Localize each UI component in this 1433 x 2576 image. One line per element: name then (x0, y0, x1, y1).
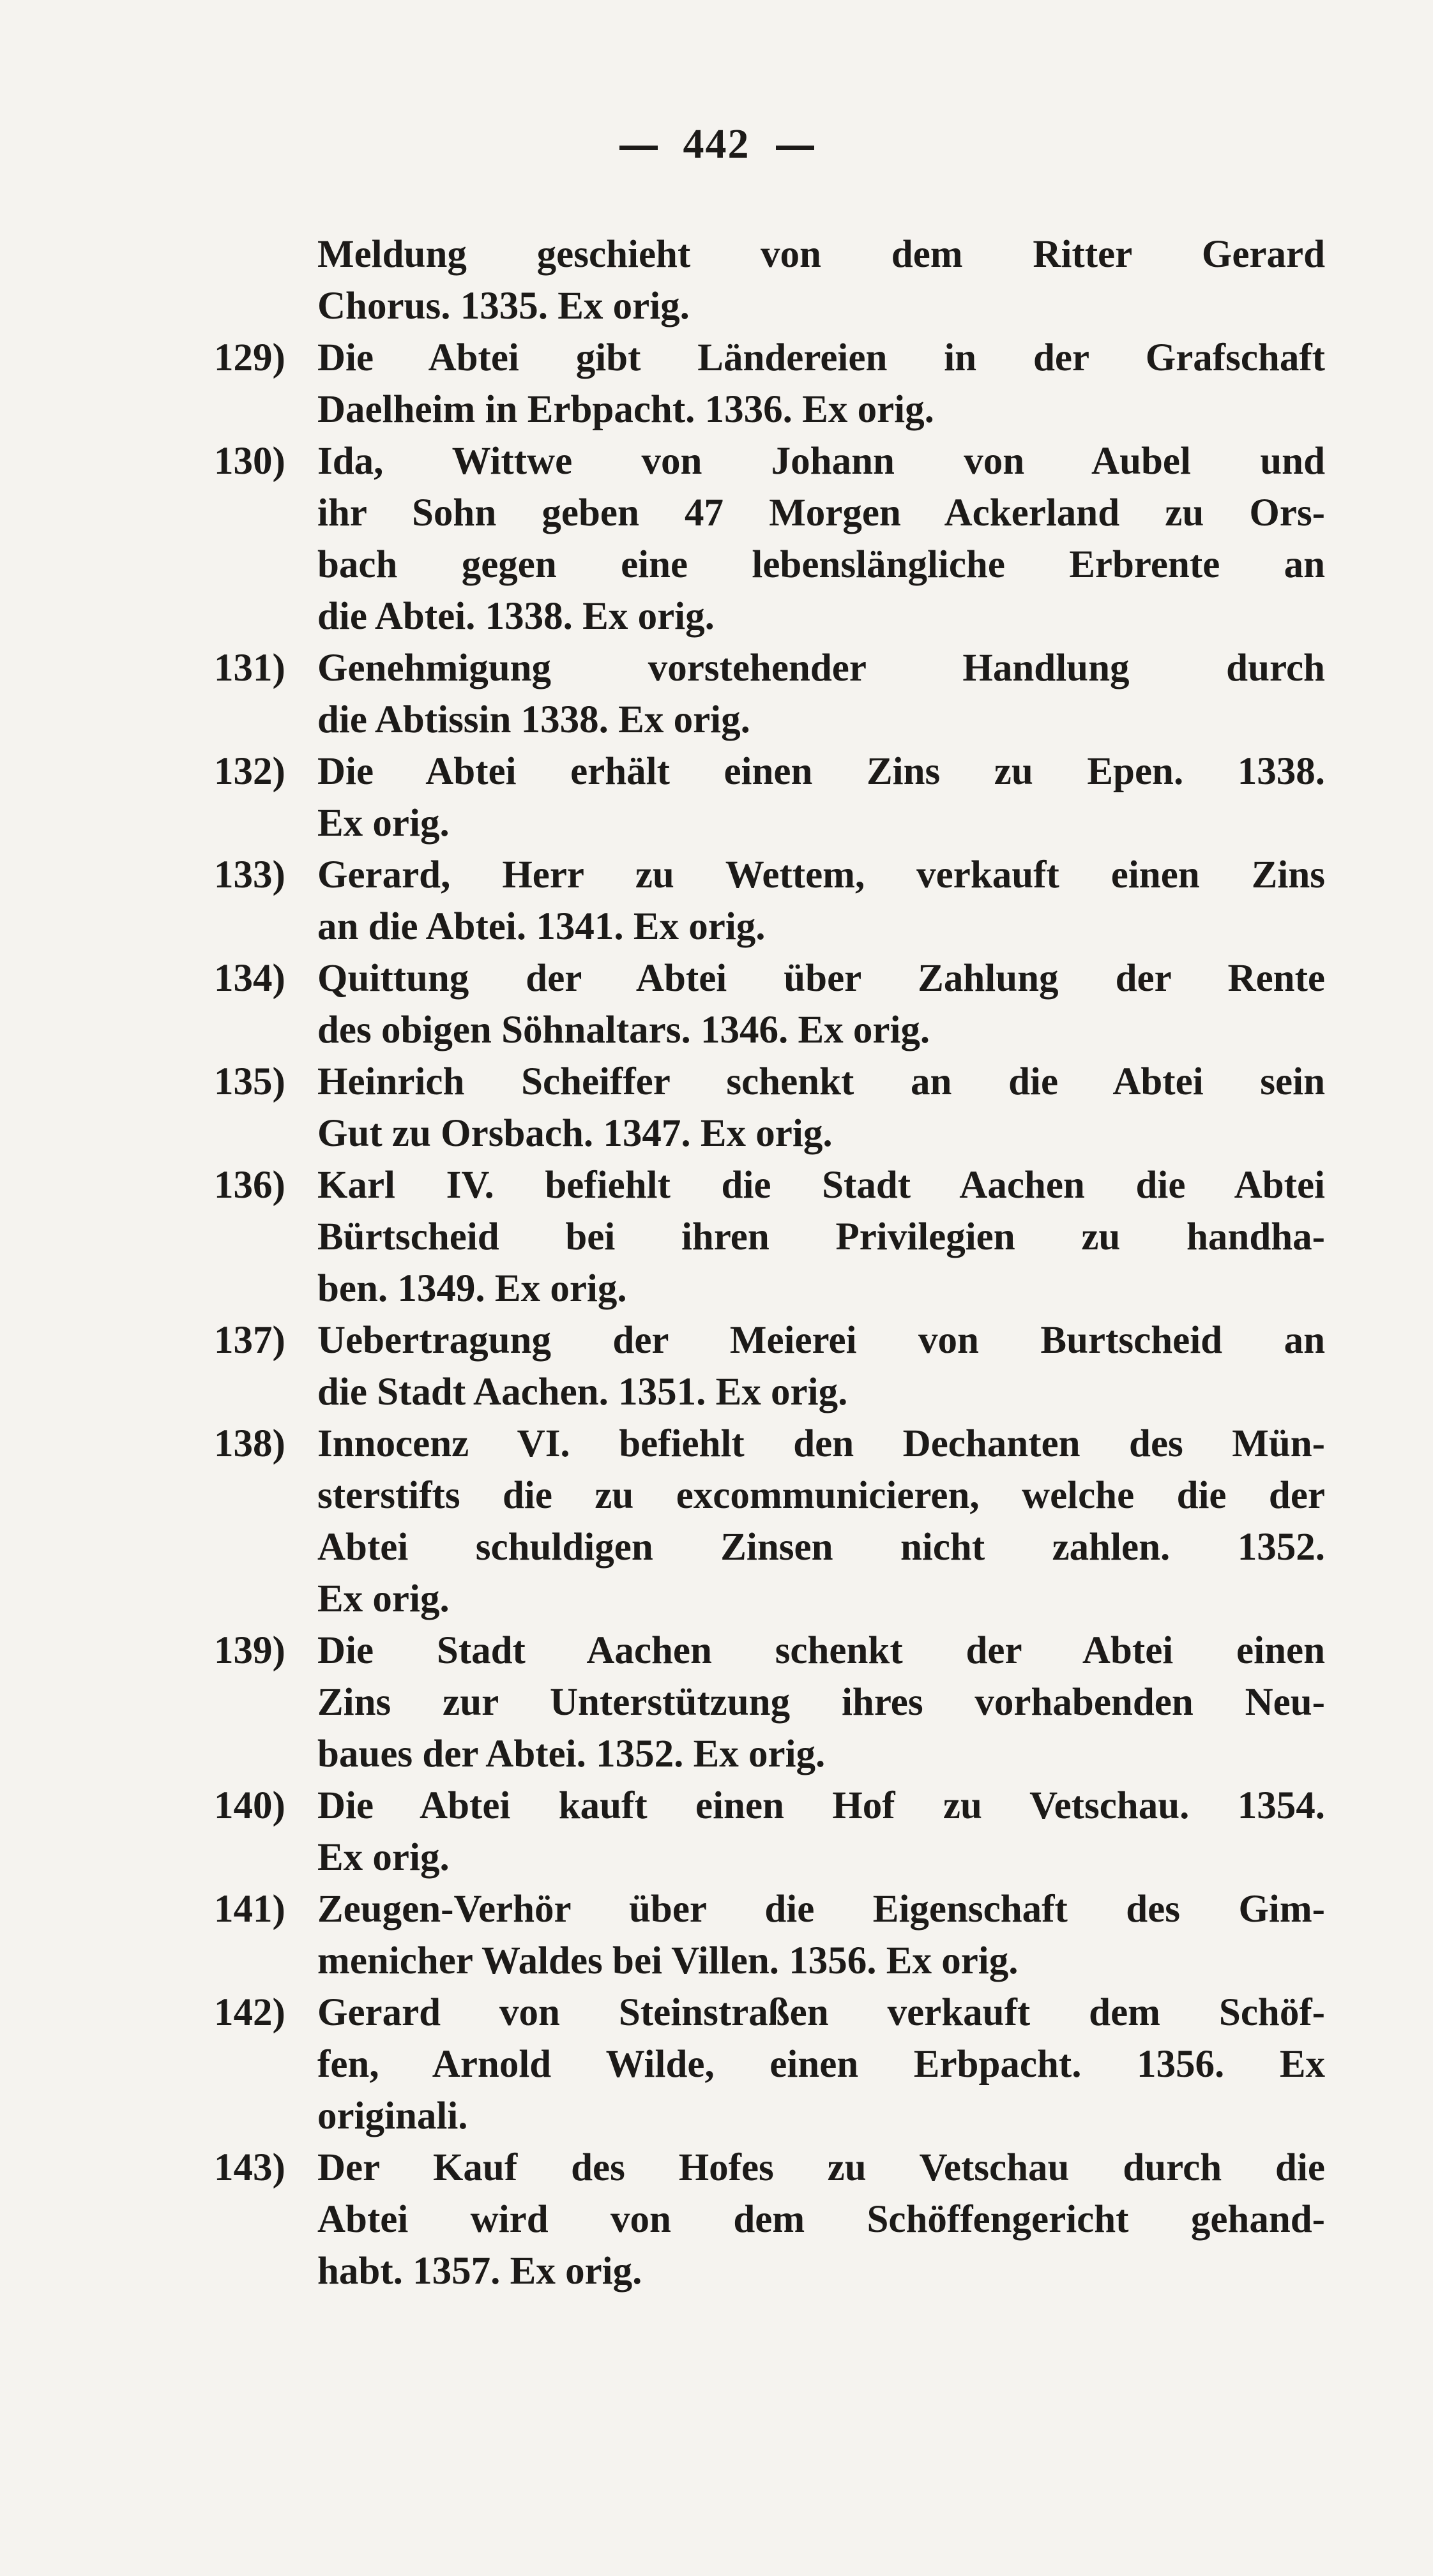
entry-text: Meldung geschieht von dem Ritter Gerard (317, 233, 1325, 276)
register-entry (214, 229, 1325, 332)
text-line (214, 953, 1325, 1004)
entry-text: Karl IV. befiehlt die Stadt Aachen die Abtei (317, 1164, 1325, 1207)
text-line (214, 1366, 1325, 1418)
entry-number: 131) (214, 647, 285, 689)
text-line (214, 849, 1325, 901)
text-line (214, 487, 1325, 539)
text-line (214, 332, 1325, 384)
text-line (214, 1625, 1325, 1676)
entry-text: Chorus. 1335. Ex orig. (317, 285, 690, 328)
entry-text: Die Abtei gibt Ländereien in der Grafschaft (317, 336, 1325, 379)
entry-text: baues der Abtei. 1352. Ex orig. (317, 1733, 826, 1775)
entry-text: Gut zu Orsbach. 1347. Ex orig. (317, 1112, 833, 1155)
entry-text: die Stadt Aachen. 1351. Ex orig. (317, 1371, 848, 1413)
entry-number: 139) (214, 1629, 285, 1672)
text-line (214, 1780, 1325, 1832)
entry-text: Die Abtei kauft einen Hof zu Vetschau. 1354. (317, 1784, 1325, 1827)
entry-text: Innocenz VI. befiehlt den Dechanten des Mün- (317, 1422, 1325, 1465)
register-entry (214, 1780, 1325, 1883)
entry-number: 137) (214, 1319, 285, 1362)
register-entry (214, 1418, 1325, 1625)
text-line (214, 2142, 1325, 2194)
entry-number: 134) (214, 957, 285, 1000)
entry-text: Die Abtei erhält einen Zins zu Epen. 1338. (317, 750, 1325, 793)
entry-number: 130) (214, 440, 285, 483)
text-line (214, 642, 1325, 694)
entry-text: Abtei schuldigen Zinsen nicht zahlen. 1352. (317, 1526, 1325, 1569)
entry-number: 135) (214, 1060, 285, 1103)
header-dash-right (776, 146, 814, 150)
register-entry (214, 332, 1325, 435)
text-line (214, 1728, 1325, 1780)
text-line (214, 694, 1325, 746)
register-entries (214, 229, 1325, 2297)
text-line (214, 901, 1325, 953)
entry-text: menicher Waldes bei Villen. 1356. Ex orig. (317, 1940, 1019, 1982)
entry-text: habt. 1357. Ex orig. (317, 2250, 642, 2293)
entry-text: Ex orig. (317, 802, 450, 845)
entry-text: Bürtscheid bei ihren Privilegien zu handha- (317, 1216, 1325, 1258)
text-line (214, 1676, 1325, 1728)
text-line (214, 1211, 1325, 1263)
entry-text: des obigen Söhnaltars. 1346. Ex orig. (317, 1009, 930, 1051)
entry-text: ben. 1349. Ex orig. (317, 1267, 627, 1310)
text-line (214, 539, 1325, 591)
entry-text: Zeugen-Verhör über die Eigenschaft des Gim- (317, 1888, 1325, 1931)
text-line (214, 2090, 1325, 2142)
entry-text: originali. (317, 2095, 468, 2137)
register-entry (214, 1314, 1325, 1418)
page-header (0, 120, 1433, 169)
register-entry (214, 849, 1325, 953)
text-line (214, 2038, 1325, 2090)
register-entry (214, 1056, 1325, 1159)
register-entry (214, 2142, 1325, 2297)
entry-text: Ex orig. (317, 1578, 450, 1620)
text-line (214, 2245, 1325, 2297)
entry-text: Gerard von Steinstraßen verkauft dem Schöf- (317, 1991, 1325, 2034)
text-line (214, 1883, 1325, 1935)
entry-number: 142) (214, 1991, 285, 2034)
entry-number: 140) (214, 1784, 285, 1827)
text-line (214, 2194, 1325, 2245)
text-line (214, 384, 1325, 435)
entry-number: 132) (214, 750, 285, 793)
register-entry (214, 953, 1325, 1056)
text-line (214, 435, 1325, 487)
entry-text: Heinrich Scheiffer schenkt an die Abtei sein (317, 1060, 1325, 1103)
entry-text: ihr Sohn geben 47 Morgen Ackerland zu Ors- (317, 492, 1325, 534)
register-entry (214, 1883, 1325, 1987)
header-dash-left (619, 146, 658, 150)
text-line (214, 1004, 1325, 1056)
text-line (214, 1314, 1325, 1366)
register-entry (214, 746, 1325, 849)
text-line (214, 1418, 1325, 1470)
text-line (214, 1108, 1325, 1159)
entry-text: Ex orig. (317, 1836, 450, 1879)
text-line (214, 591, 1325, 642)
entry-number: 133) (214, 854, 285, 896)
text-line (214, 1935, 1325, 1987)
text-line (214, 1832, 1325, 1883)
entry-text: sterstifts die zu excommunicieren, welche die der (317, 1474, 1325, 1517)
entry-text: Quittung der Abtei über Zahlung der Rente (317, 957, 1325, 1000)
register-entry (214, 1625, 1325, 1780)
entry-text: fen, Arnold Wilde, einen Erbpacht. 1356. Ex (317, 2043, 1325, 2086)
entry-number: 141) (214, 1888, 285, 1931)
register-entry (214, 1987, 1325, 2142)
entry-number: 143) (214, 2146, 285, 2189)
register-entry (214, 435, 1325, 642)
text-line (214, 1263, 1325, 1314)
page-number: 442 (683, 121, 750, 167)
text-line (214, 1987, 1325, 2038)
text-line (214, 797, 1325, 849)
text-line (214, 1470, 1325, 1521)
text-line (214, 1159, 1325, 1211)
text-line (214, 280, 1325, 332)
entry-text: Uebertragung der Meierei von Burtscheid an (317, 1319, 1325, 1362)
entry-text: Der Kauf des Hofes zu Vetschau durch die (317, 2146, 1325, 2189)
entry-number: 129) (214, 336, 285, 379)
text-line (214, 746, 1325, 797)
entry-text: Abtei wird von dem Schöffengericht gehand- (317, 2198, 1325, 2241)
entry-text: die Abtissin 1338. Ex orig. (317, 698, 750, 741)
entry-text: bach gegen eine lebenslängliche Erbrente an (317, 543, 1325, 586)
text-line (214, 1056, 1325, 1108)
entry-text: Daelheim in Erbpacht. 1336. Ex orig. (317, 388, 934, 431)
register-entry (214, 642, 1325, 746)
text-line (214, 1521, 1325, 1573)
entry-number: 136) (214, 1164, 285, 1207)
entry-text: Gerard, Herr zu Wettem, verkauft einen Zins (317, 854, 1325, 896)
entry-text: Die Stadt Aachen schenkt der Abtei einen (317, 1629, 1325, 1672)
entry-text: Genehmigung vorstehender Handlung durch (317, 647, 1325, 689)
entry-text: Ida, Wittwe von Johann von Aubel und (317, 440, 1325, 483)
entry-text: Zins zur Unterstützung ihres vorhabenden Neu- (317, 1681, 1325, 1724)
entry-text: die Abtei. 1338. Ex orig. (317, 595, 715, 638)
entry-text: an die Abtei. 1341. Ex orig. (317, 905, 766, 948)
text-line (214, 1573, 1325, 1625)
register-entry (214, 1159, 1325, 1314)
text-line (214, 229, 1325, 280)
entry-number: 138) (214, 1422, 285, 1465)
